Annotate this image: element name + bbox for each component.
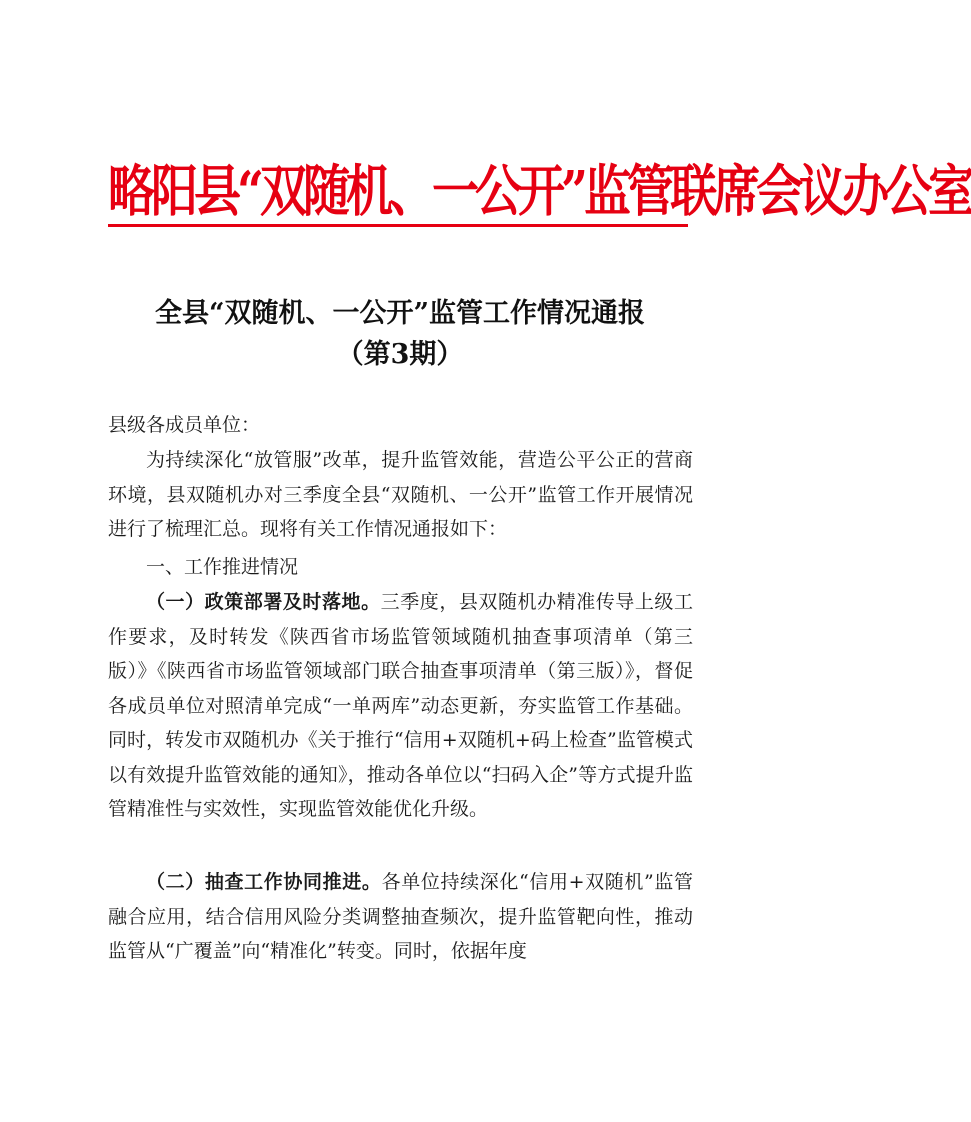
- masthead-title: 略阳县“双随机、一公开”监管联席会议办公室: [108, 159, 971, 225]
- intro-paragraph: [108, 443, 693, 547]
- section-heading-1: 一、工作推进情况: [146, 556, 299, 578]
- item-2-lead: （二）抽查工作协同推进。: [146, 871, 382, 893]
- item-2-paragraph: [108, 865, 693, 969]
- red-header-rule: [108, 224, 688, 227]
- item-1-text: 三季度，县双随机办精准传导上级工作要求，及时转发《陕西省市场监管领域随机抽查事项清单（第三版）》《陕西省市场监管领域部门联合抽查事项清单（第三版）》，督促各成员单位对照清单完成“一单两库”动态更新，夯实监管工作基础。同时，转发市双随机办《关于推行“信用+双随机+码上检查”监管模式以有效提升监管效能的通知》，推动各单位以“扫码入企”等方式提升监管精准性与实效性，实现监管效能优化升级。: [108, 591, 693, 820]
- item-1-lead: （一）政策部署及时落地。: [146, 591, 381, 613]
- item-2-text: 各单位持续深化“信用+双随机”监管融合应用，结合信用风险分类调整抽查频次，提升监管靶向性，推动监管从“广覆盖”向“精准化”转变。同时，依据年度: [108, 871, 693, 962]
- item-1-paragraph: [108, 585, 693, 827]
- intro-text: 为持续深化“放管服”改革，提升监管效能，营造公平公正的营商环境，县双随机办对三季度全县“双随机、一公开”监管工作开展情况进行了梳理汇总。现将有关工作情况通报如下：: [108, 449, 693, 540]
- document-title: 全县“双随机、一公开”监管工作情况通报: [154, 298, 646, 329]
- issue-number: （第3期）: [336, 339, 464, 370]
- salutation: 县级各成员单位：: [108, 414, 261, 436]
